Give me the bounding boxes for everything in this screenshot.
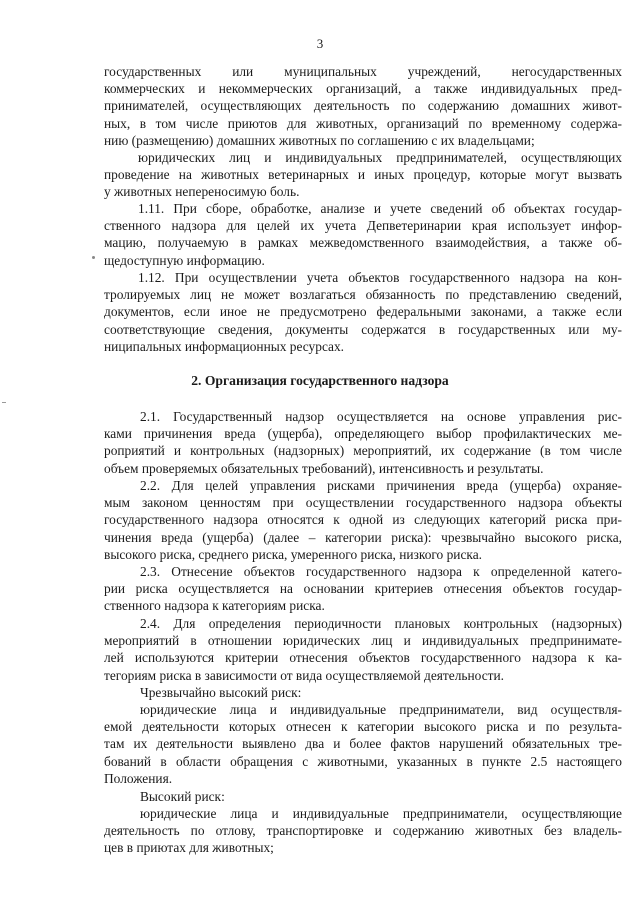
paragraph-1-11 bbox=[104, 200, 622, 269]
paragraph-extreme-risk bbox=[104, 701, 622, 787]
text-line: 2.4. Для определения периодичности плановых контрольных (надзорных) bbox=[140, 616, 622, 631]
paragraph-2-4 bbox=[104, 615, 622, 684]
paragraph-2-2 bbox=[104, 477, 622, 563]
paragraph-2-1 bbox=[104, 408, 622, 477]
text-line: 2.3. Отнесение объектов государственного надзора к определенной катего- bbox=[140, 564, 622, 579]
page-number: 3 bbox=[316, 36, 324, 51]
text-line: Положения. bbox=[104, 770, 173, 786]
text-line: чинения вреда (ущерба) (далее – категории риска): чрезвычайно высокого риска, bbox=[104, 529, 622, 545]
text-line: рии риска осуществляется на основании критериев отнесения объектов государ- bbox=[104, 581, 622, 597]
text-line: принимателей, осуществляющих деятельность по содержанию домашних живот- bbox=[104, 98, 622, 114]
scan-speck bbox=[92, 256, 95, 259]
text-line: деятельность по отлову, транспортировке и содержанию животных без владель- bbox=[104, 823, 622, 839]
text-line: Высокий риск: bbox=[140, 789, 225, 804]
paragraph-legal-entities bbox=[104, 149, 622, 201]
text-line: тролируемых лиц не может возлагаться обязанность по представлению сведений, bbox=[104, 287, 622, 303]
text-line: юридических лиц и индивидуальных предпринимателей, осуществляющих bbox=[138, 150, 622, 165]
text-line: юридические лица и индивидуальные предприниматели, вид осуществля- bbox=[140, 702, 622, 717]
section-heading: 2. Организация государственного надзора bbox=[191, 373, 449, 388]
text-line: тегориям риска в зависимости от вида осуществляемой деятельности. bbox=[104, 667, 505, 683]
text-line: объем проверяемых обязательных требований), интенсивность и результаты. bbox=[104, 460, 544, 476]
text-line: мым законом ценностям при осуществлении государственного надзора объекты bbox=[104, 495, 622, 511]
high-risk-label bbox=[104, 788, 622, 805]
text-line: мацию, получаемую в рамках межведомственного взаимодействия, а также об- bbox=[104, 235, 622, 251]
text-line: Чрезвычайно высокий риск: bbox=[140, 685, 302, 700]
text-line: высокого риска, среднего риска, умеренного риска, низкого риска. bbox=[104, 546, 482, 562]
text-line: коммерческих и некоммерческих организаций, а также индивидуальных пред- bbox=[104, 81, 622, 97]
paragraph-high-risk bbox=[104, 805, 622, 857]
intro-paragraph bbox=[104, 63, 622, 149]
text-line: у животных непереносимую боль. bbox=[104, 184, 300, 200]
text-line: проведение на животных ветеринарных и иных процедур, которые могут вызвать bbox=[104, 167, 622, 183]
text-line: 1.12. При осуществлении учета объектов государственного надзора на кон- bbox=[138, 270, 622, 285]
text-line: щедоступную информацию. bbox=[104, 252, 265, 268]
text-line: соответствующие сведения, документы содержатся в государственных или му- bbox=[104, 321, 622, 337]
text-line: ственного надзора к категориям риска. bbox=[104, 598, 325, 614]
text-line: юридические лица и индивидуальные предприниматели, осуществляющие bbox=[140, 806, 622, 821]
text-line: ниципальных информационных ресурсах. bbox=[104, 338, 345, 354]
text-line: 2.2. Для целей управления рисками причинения вреда (ущерба) охраняе- bbox=[140, 478, 622, 493]
text-line: 2.1. Государственный надзор осуществляется на основе управления рис- bbox=[140, 409, 622, 424]
text-line: государственных или муниципальных учреждений, негосударственных bbox=[104, 64, 622, 79]
paragraph-2-3 bbox=[104, 563, 622, 615]
text-line: ственного надзора для целей их учета Депветеринарии края использует инфор- bbox=[104, 218, 622, 234]
text-line: документов, если иное не предусмотрено федеральными законами, а также если bbox=[104, 304, 622, 320]
text-line: там их деятельности выявлено два и более фактов нарушений обязательных тре- bbox=[104, 736, 622, 752]
paragraph-1-12 bbox=[104, 269, 622, 355]
text-line: 1.11. При сборе, обработке, анализе и учете сведений об объектах государ- bbox=[138, 201, 622, 216]
text-line: государственного надзора относятся к одной из следующих категорий риска при- bbox=[104, 512, 622, 528]
text-line: лей используются критерии отнесения объектов государственного надзора к ка- bbox=[104, 650, 622, 666]
text-line: бований в области обращения с животными, указанных в пункте 2.5 настоящего bbox=[104, 753, 622, 769]
text-line: цев в приютах для животных; bbox=[104, 840, 274, 856]
text-line: мероприятий в отношении юридических лиц и индивидуальных предпринимате- bbox=[104, 633, 622, 649]
scan-speck bbox=[2, 402, 6, 403]
text-line: ных, в том числе приютов для животных, организаций по временному содержа- bbox=[104, 115, 622, 131]
text-line: ками причинения вреда (ущерба), определяющего выбор профилактических ме- bbox=[104, 426, 622, 442]
text-line: роприятий и контрольных (надзорных) мероприятий, их содержание (в том числе bbox=[104, 443, 622, 459]
text-line: нию (размещению) домашних животных по соглашению с их владельцами; bbox=[104, 132, 535, 148]
text-line: емой деятельности которых отнесен к категории высокого риска и по результа- bbox=[104, 719, 622, 735]
extreme-risk-label bbox=[104, 684, 622, 701]
